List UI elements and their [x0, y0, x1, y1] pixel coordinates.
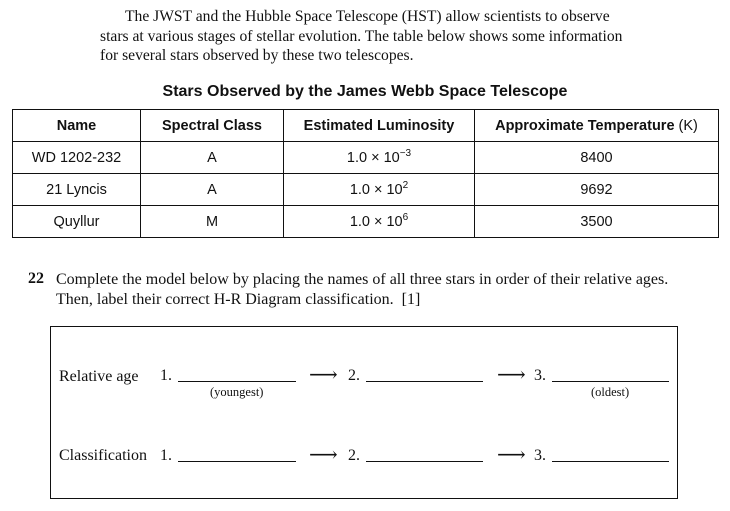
- relative-age-number-1: 1.: [160, 367, 172, 384]
- intro-line-3: for several stars observed by these two telescopes.: [100, 47, 414, 64]
- oldest-hint: (oldest): [591, 385, 630, 399]
- cell-spectral-class: M: [141, 206, 284, 238]
- table-title: Stars Observed by the James Webb Space Telescope: [162, 83, 568, 100]
- youngest-hint: (youngest): [210, 385, 264, 399]
- table-header-row: [13, 110, 719, 142]
- luminosity-exponent: 2: [402, 179, 409, 191]
- table-row: [13, 206, 719, 238]
- cell-luminosity: [284, 174, 475, 206]
- relative-age-blank-2[interactable]: [366, 381, 483, 382]
- classification-number-2: 2.: [348, 447, 360, 464]
- classification-blank-1[interactable]: [178, 461, 296, 462]
- header-name: Name: [13, 110, 141, 142]
- cell-name: Quyllur: [13, 206, 141, 238]
- answer-box: [50, 326, 678, 499]
- cell-temperature: 8400: [475, 142, 719, 174]
- cell-luminosity: [284, 206, 475, 238]
- arrow-right-icon: ⟶: [309, 444, 338, 466]
- header-luminosity: Estimated Luminosity: [284, 110, 475, 142]
- classification-blank-2[interactable]: [366, 461, 483, 462]
- question-number: 22: [28, 270, 44, 287]
- relative-age-blank-3[interactable]: [552, 381, 669, 382]
- classification-number-3: 3.: [534, 447, 546, 464]
- arrow-right-icon: ⟶: [309, 364, 338, 386]
- question-line-1: Complete the model below by placing the names of all three stars in order of their relative ages.: [56, 271, 669, 288]
- cell-name: 21 Lyncis: [13, 174, 141, 206]
- question-points: [1]: [401, 291, 421, 308]
- cell-luminosity: [284, 142, 475, 174]
- header-spectral-class: Spectral Class: [141, 110, 284, 142]
- intro-line-1: The JWST and the Hubble Space Telescope (HST) allow scientists to observe: [125, 8, 610, 25]
- luminosity-base: 1.0 × 10: [349, 181, 403, 198]
- arrow-right-icon: ⟶: [497, 444, 526, 466]
- classification-label: Classification: [59, 447, 147, 464]
- cell-spectral-class: A: [141, 142, 284, 174]
- intro-paragraph: [100, 7, 640, 66]
- stars-table: [12, 109, 719, 238]
- luminosity-exponent: −3: [399, 147, 412, 159]
- cell-temperature: 3500: [475, 206, 719, 238]
- relative-age-blank-1[interactable]: [178, 381, 296, 382]
- table-row: [13, 142, 719, 174]
- relative-age-label: Relative age: [59, 368, 139, 385]
- luminosity-base: 1.0 × 10: [349, 213, 403, 230]
- luminosity-exponent: 6: [402, 211, 409, 223]
- intro-line-2: stars at various stages of stellar evolution. The table below shows some information: [100, 27, 623, 45]
- cell-spectral-class: A: [141, 174, 284, 206]
- classification-blank-3[interactable]: [552, 461, 669, 462]
- question-line-2-text: Then, label their correct H-R Diagram classification.: [56, 291, 394, 308]
- header-temperature: [475, 110, 719, 142]
- question-text: [56, 270, 696, 310]
- classification-number-1: 1.: [160, 447, 172, 464]
- relative-age-number-3: 3.: [534, 367, 546, 384]
- relative-age-number-2: 2.: [348, 367, 360, 384]
- header-temperature-unit: (K): [678, 117, 698, 134]
- question-line-2: [56, 290, 696, 310]
- luminosity-base: 1.0 × 10: [346, 149, 400, 166]
- table-row: [13, 174, 719, 206]
- arrow-right-icon: ⟶: [497, 364, 526, 386]
- header-temperature-label: Approximate Temperature: [495, 117, 675, 134]
- cell-name: WD 1202-232: [13, 142, 141, 174]
- cell-temperature: 9692: [475, 174, 719, 206]
